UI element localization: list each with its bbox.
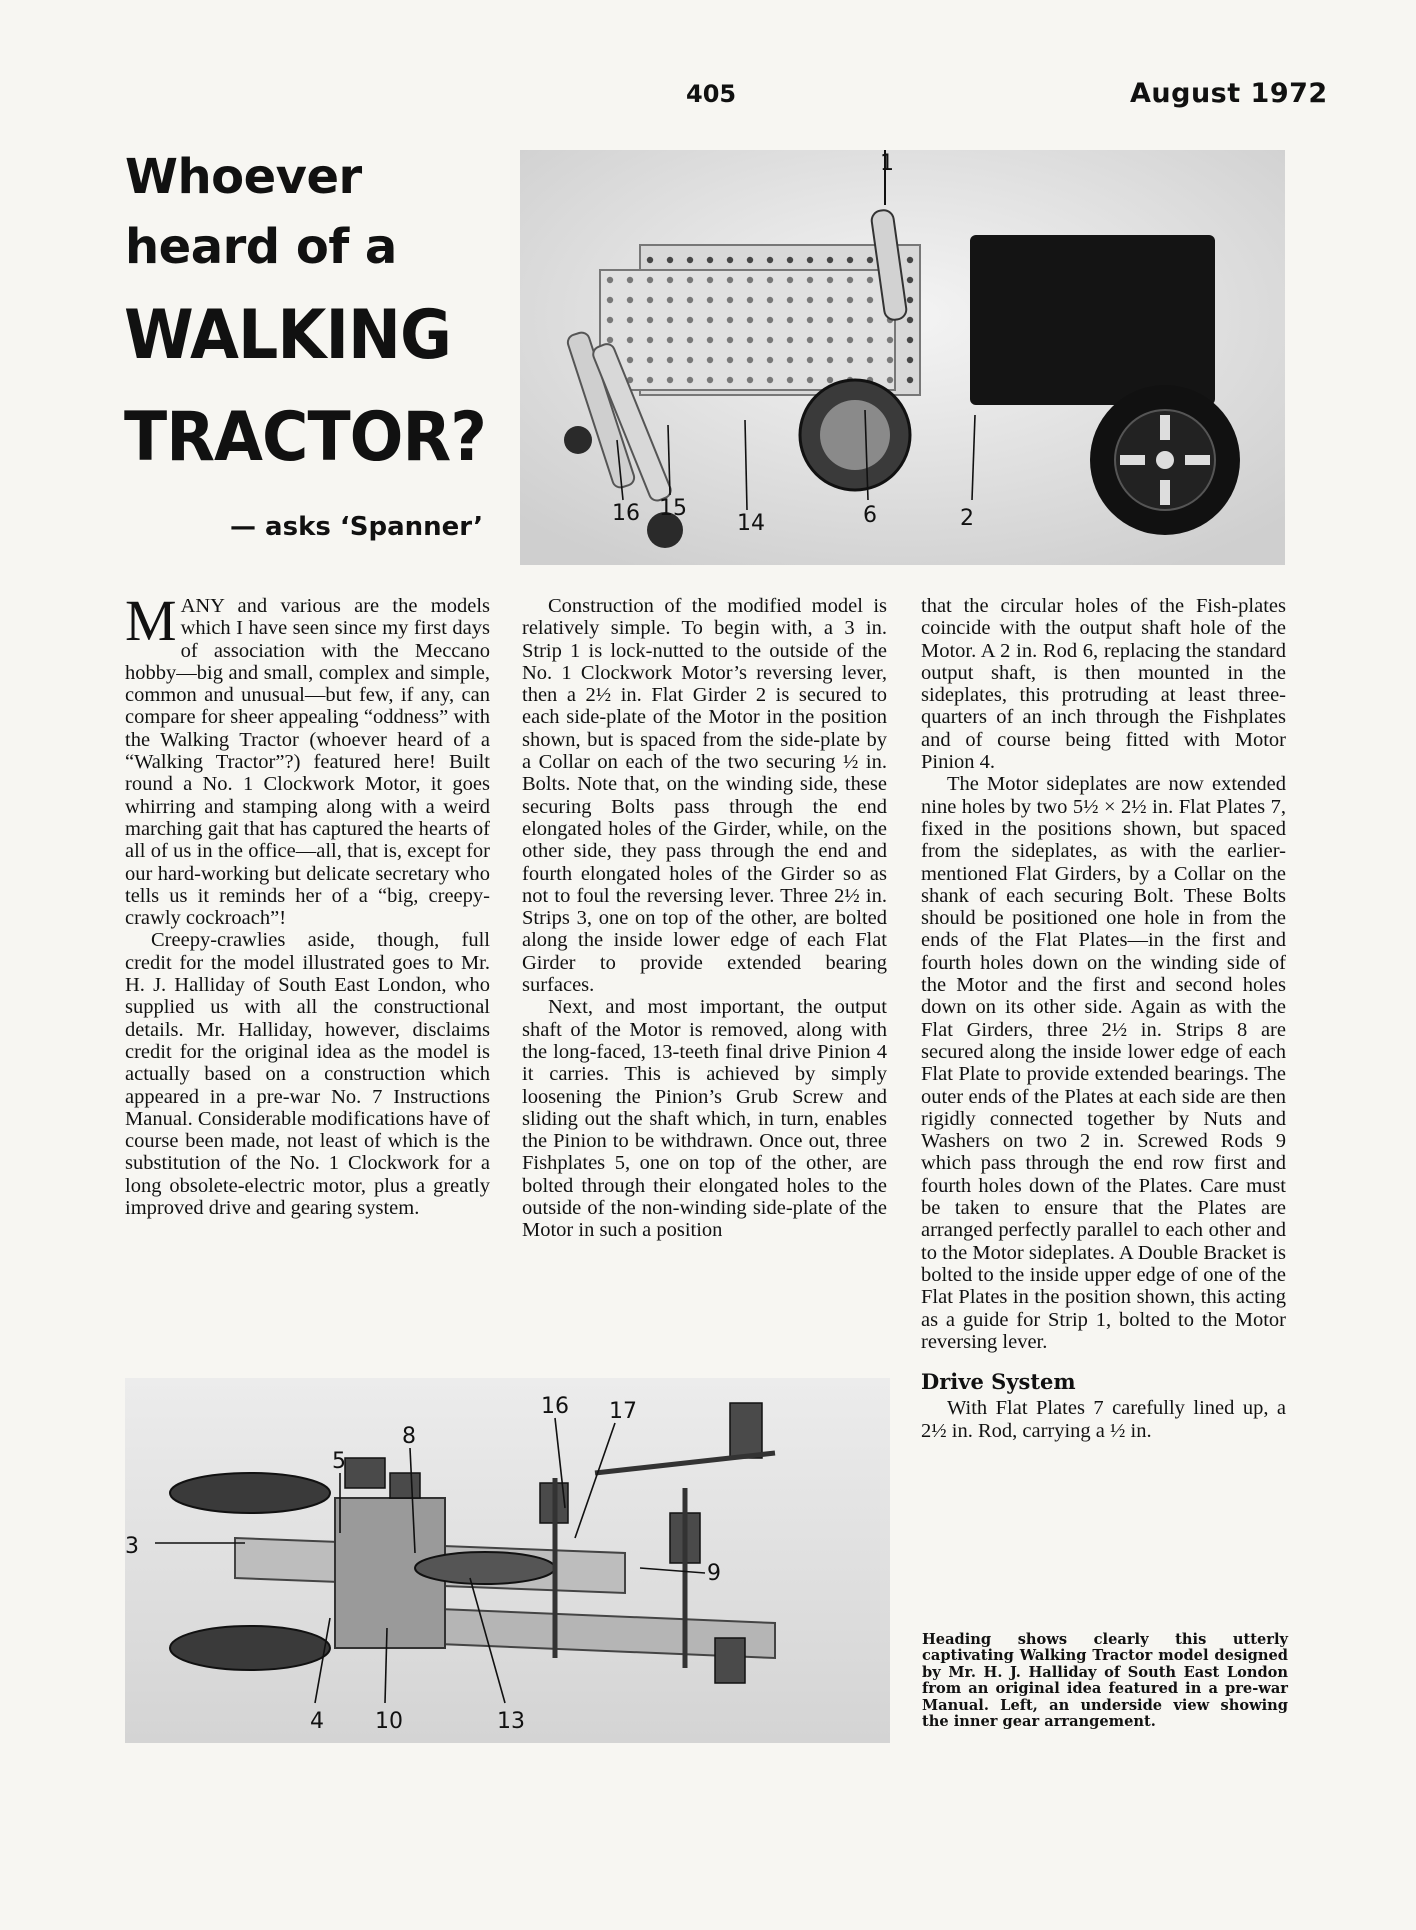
paragraph: With Flat Plates 7 carefully lined up, a 2½ in. Rod, carrying a ½ in. <box>921 1397 1286 1442</box>
label-2: 2 <box>960 506 974 531</box>
label-16: 16 <box>541 1394 569 1419</box>
paragraph: Construction of the modified model is relatively simple. To begin with, a 3 in. Strip 1 is lock-nutted to the outside of the No. 1 Clockwork Motor’s reversing lever, then a 2½ in. Flat Girder 2 is secured to each side-plate of the Motor in the position shown, but is spaced from the side-plate by a Collar on each of the two securing ½ in. Bolts. Note that, on the winding side, these securing Bolts pass through the end elongated holes of the Girder, while, on the other side, they pass through the end and fourth elongated holes of the Girder so as not to foul the reversing lever. Three 2½ in. Strips 3, one on top of the other, are bolted along the inside lower edge of each Flat Girder to provide extended bearing surfaces. <box>522 595 887 997</box>
tractor-photo <box>520 150 1285 565</box>
label-1: 1 <box>880 151 894 176</box>
label-4: 4 <box>310 1709 324 1734</box>
article-column-2 <box>522 595 887 1242</box>
byline: — asks ‘Spanner’ <box>230 512 484 542</box>
title-kicker: Whoever heard of a <box>125 149 397 275</box>
page-number: 405 <box>686 80 737 108</box>
flat-plates <box>600 245 920 395</box>
paragraph: Next, and most important, the output shaft of the Motor is removed, along with the long-faced, 13-teeth final drive Pinion 4 it carries. This is achieved by simply loosening the Pinion’s Grub Screw and sliding out the shaft which, in turn, enables the Pinion to be withdrawn. Once out, three Fishplates 5, one on top of the other, are bolted through their elongated holes to the outside of the non-winding side-plate of the Motor in such a position <box>522 996 887 1242</box>
article-column-1 <box>125 588 490 1220</box>
issue-date: August 1972 <box>1130 78 1328 109</box>
underside-photo <box>125 1378 890 1743</box>
label-8: 8 <box>402 1424 416 1449</box>
label-3: 3 <box>125 1534 139 1559</box>
section-heading: Drive System <box>921 1369 1076 1395</box>
motor-block <box>970 235 1215 405</box>
label-9: 9 <box>707 1561 721 1586</box>
label-6: 6 <box>863 503 877 528</box>
label-10: 10 <box>375 1709 403 1734</box>
photo-caption: Heading shows clearly this utterly captivating Walking Tractor model designed by Mr. H. J. Halliday of South East London from an original idea featured in a pre-war Manual. Left, an underside view showing the inner gear arrangement. <box>922 1631 1288 1731</box>
label-16: 16 <box>612 501 640 526</box>
gear-disc <box>415 1552 555 1584</box>
label-5: 5 <box>332 1449 346 1474</box>
paragraph: Creepy-crawlies aside, though, full credit for the model illustrated goes to Mr. H. J. Halliday of South East London, who supplied us with all the constructional details. Mr. Halliday, however, disclaims credit for the original idea as the model is actually based on a construction which appeared in a pre-war No. 7 Instructions Manual. Considerable modifications have of course been made, not least of which is the substitution of the No. 1 Clockwork for a long obsolete-electric motor, plus a greatly improved drive and gearing system. <box>125 929 490 1220</box>
label-17: 17 <box>609 1399 637 1424</box>
label-15: 15 <box>659 496 687 521</box>
article-column-3 <box>921 595 1286 1442</box>
label-13: 13 <box>497 1709 525 1734</box>
headline: WALKING TRACTOR? <box>124 296 487 477</box>
bottom-disc <box>170 1626 330 1670</box>
paragraph: that the circular holes of the Fish-plates coincide with the output shaft hole of the Motor. A 2 in. Rod 6, replacing the standard output shaft, is then mounted in the sideplates, this protruding at least three-quarters of an inch through the Fishplates and of course being fitted with Motor Pinion 4. <box>921 595 1286 774</box>
drop-cap: M <box>125 588 177 653</box>
top-disc <box>170 1473 330 1513</box>
paragraph: The Motor sideplates are now extended nine holes by two 5½ × 2½ in. Flat Plates 7, fixed in the positions shown, but spaced from the sideplates, as with the earlier-mentioned Flat Girders, by a Collar on the shank of each securing Bolt. These Bolts should be positioned one hole in from the ends of the Flat Plates—in the first and fourth holes down on the winding side of the Motor and the first and second holes down on its other side. Again as with the Flat Girders, three 2½ in. Strips 8 are secured along the inside lower edge of each Flat Plate to provide extended bearings. The outer ends of the Plates at each side are then rigidly connected together by Nuts and Washers on two 2 in. Screwed Rods 9 which pass through the end row first and fourth holes down of the Plates. Care must be taken to ensure that the Plates are arranged perfectly parallel to each other and to the Motor sideplates. A Double Bracket is bolted to the inside upper edge of one of the Flat Plates in the position shown, this acting as a guide for Strip 1, bolted to the Motor reversing lever. <box>921 773 1286 1353</box>
paragraph: ANY and various are the models which I have seen since my first days of association with the Meccano hobby—big and small, complex and simple, common and unusual—but few, if any, can compare for sheer appealing “oddness” with the Walking Tractor (whoever heard of a “Walking Tractor”?) featured here! Built round a No. 1 Clockwork Motor, it goes whirring and stamping along with a weird marching gait that has captured the hearts of all of us in the office—all, that is, except for our hard-working but delicate secretary who tells us it reminds her of a “big, creepy-crawly cockroach”! <box>125 595 490 930</box>
label-14: 14 <box>737 511 765 536</box>
